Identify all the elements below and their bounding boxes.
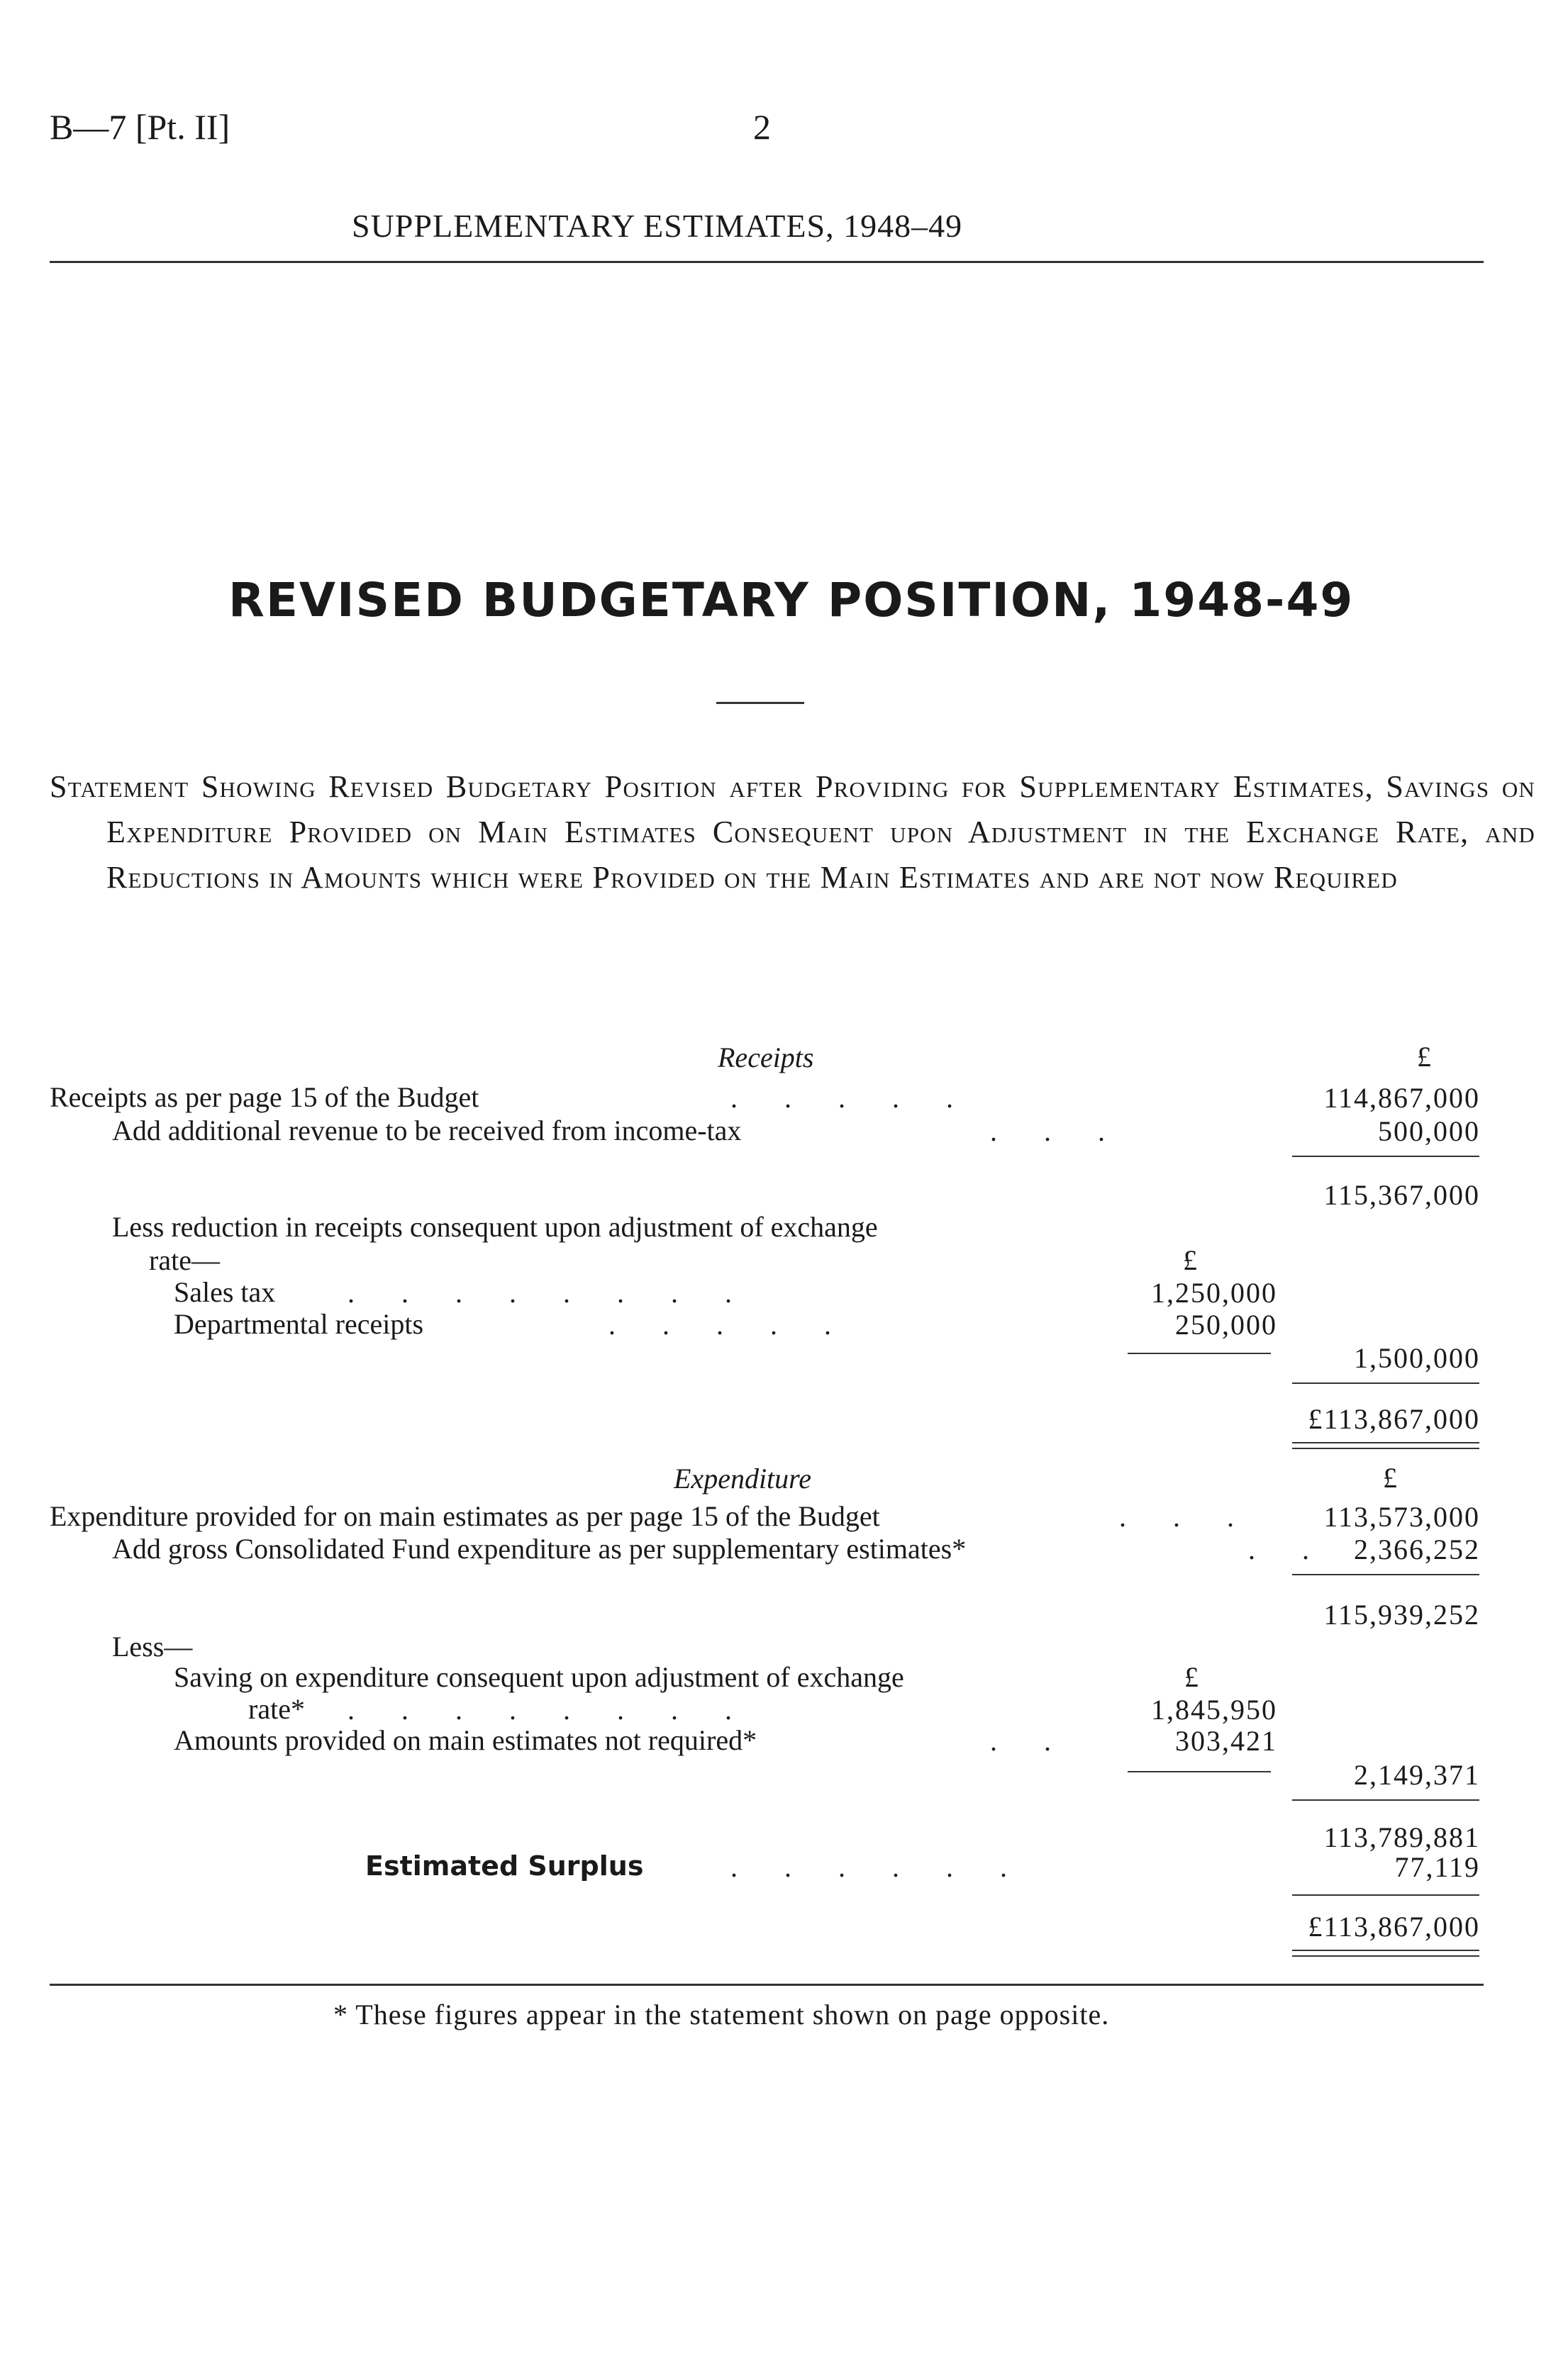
expenditure-line-main-label: Expenditure provided for on main estimates as per page 15 of the Budget xyxy=(50,1500,880,1532)
receipts-currency: £ xyxy=(1417,1041,1431,1073)
sales-tax-label: Sales tax xyxy=(174,1276,276,1308)
saving-label-cont: rate* xyxy=(248,1693,305,1725)
expenditure-currency: £ xyxy=(1383,1462,1397,1494)
footer-rule xyxy=(50,1984,1484,1986)
saving-label: Saving on expenditure consequent upon adjustment of exchange xyxy=(174,1661,904,1693)
leader-dots: . . . . . . xyxy=(730,1851,1027,1883)
estimated-surplus-value: 77,119 xyxy=(1394,1851,1480,1883)
running-title: SUPPLEMENTARY ESTIMATES, 1948–49 xyxy=(352,208,963,244)
expenditure-subtotal: 115,939,252 xyxy=(1323,1599,1480,1631)
receipts-heading: Receipts xyxy=(718,1041,814,1073)
receipts-less-label: Less reduction in receipts consequent upon adjustment of exchange xyxy=(112,1211,878,1243)
page-number: 2 xyxy=(753,107,771,147)
expenditure-net: 113,789,881 xyxy=(1323,1821,1480,1853)
sum-rule xyxy=(1292,1382,1479,1384)
sum-rule xyxy=(1292,1156,1479,1157)
double-rule xyxy=(1292,1448,1479,1449)
page-title: REVISED BUDGETARY POSITION, 1948-49 xyxy=(228,573,1355,627)
title-dash xyxy=(716,702,804,704)
expenditure-line-main-value: 113,573,000 xyxy=(1323,1501,1480,1533)
sum-rule xyxy=(1128,1771,1271,1772)
leader-dots: . . xyxy=(1248,1533,1329,1565)
leader-dots: . . . . . . . . xyxy=(347,1277,752,1309)
leader-dots: . . xyxy=(990,1725,1071,1757)
expenditure-line-supplementary-value: 2,366,252 xyxy=(1354,1533,1480,1565)
sum-rule xyxy=(1128,1353,1271,1354)
receipts-line-income-tax-value: 500,000 xyxy=(1378,1115,1480,1147)
receipts-line-budget-label: Receipts as per page 15 of the Budget xyxy=(50,1081,479,1113)
expenditure-heading: Expenditure xyxy=(674,1463,812,1495)
leader-dots: . . . xyxy=(1119,1501,1254,1533)
receipts-subtotal: 115,367,000 xyxy=(1323,1179,1480,1211)
double-rule xyxy=(1292,1955,1479,1957)
amounts-not-required-value: 303,421 xyxy=(1175,1725,1277,1757)
statement-heading: Statement Showing Revised Budgetary Position after Providing for Supplementary Estimates, Savings on Expenditure Provided on Main Estimates Consequent upon Adjustment in the Exchange Rate, and Reductions in Amounts which were Provided on the Main Estimates and are not now Required xyxy=(50,769,1535,895)
leader-dots: . . . xyxy=(990,1115,1125,1147)
receipts-less-total: 1,500,000 xyxy=(1354,1342,1480,1374)
estimated-surplus-label: Estimated Surplus xyxy=(365,1850,644,1882)
sum-rule xyxy=(1292,1894,1479,1896)
receipts-less-label-cont: rate— xyxy=(149,1244,220,1276)
sum-rule xyxy=(1292,1574,1479,1575)
leader-dots: . . . . . . . . xyxy=(347,1694,752,1726)
expenditure-total: £113,867,000 xyxy=(1308,1911,1480,1943)
saving-value: 1,845,950 xyxy=(1151,1694,1277,1726)
sum-rule xyxy=(1292,1799,1479,1801)
expenditure-inner-currency: £ xyxy=(1184,1661,1199,1693)
header-rule xyxy=(50,261,1484,263)
expenditure-less-label: Less— xyxy=(112,1631,193,1663)
receipts-inner-currency: £ xyxy=(1183,1244,1197,1276)
amounts-not-required-label: Amounts provided on main estimates not required* xyxy=(174,1724,757,1756)
departmental-receipts-value: 250,000 xyxy=(1175,1309,1277,1341)
sales-tax-value: 1,250,000 xyxy=(1151,1277,1277,1309)
leader-dots: . . . . . xyxy=(730,1082,973,1114)
departmental-receipts-label: Departmental receipts xyxy=(174,1308,424,1340)
receipts-total: £113,867,000 xyxy=(1308,1403,1480,1435)
double-rule xyxy=(1292,1950,1479,1951)
receipts-line-income-tax-label: Add additional revenue to be received from income-tax xyxy=(112,1114,742,1146)
expenditure-less-total: 2,149,371 xyxy=(1354,1759,1480,1791)
receipts-line-budget-value: 114,867,000 xyxy=(1323,1082,1480,1114)
page-reference: B—7 [Pt. II] xyxy=(50,107,230,147)
double-rule xyxy=(1292,1442,1479,1443)
footnote: * These figures appear in the statement shown on page opposite. xyxy=(333,1999,1110,2030)
leader-dots: . . . . . xyxy=(608,1309,851,1341)
expenditure-line-supplementary-label: Add gross Consolidated Fund expenditure as per supplementary estimates* xyxy=(112,1533,967,1565)
